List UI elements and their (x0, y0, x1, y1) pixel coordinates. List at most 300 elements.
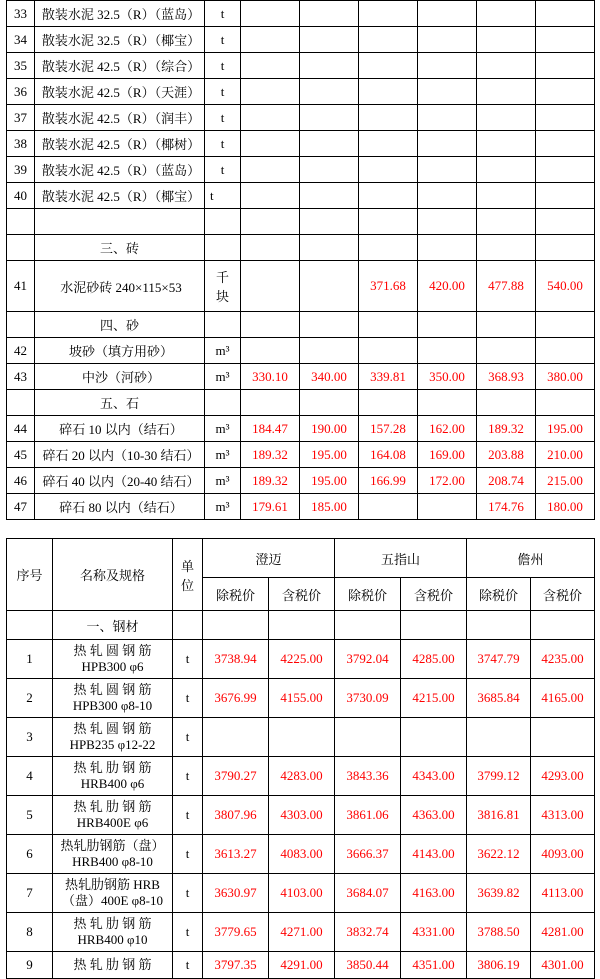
blank-cell (536, 235, 595, 261)
blank-cell (300, 312, 359, 338)
blank-cell (173, 611, 203, 640)
row-no: 43 (7, 364, 35, 390)
row-price: 3806.19 (467, 952, 531, 979)
row-price: 380.00 (536, 364, 595, 390)
row-price (241, 261, 300, 312)
row-price (418, 53, 477, 79)
table-row (7, 718, 595, 757)
row-price (536, 183, 595, 209)
row-price: 4281.00 (531, 913, 595, 952)
row-price: 189.32 (241, 442, 300, 468)
row-no: 40 (7, 183, 35, 209)
row-no: 8 (7, 913, 53, 952)
row-price (359, 1, 418, 27)
row-name (53, 796, 173, 835)
table-header-row (7, 539, 595, 578)
row-name (53, 640, 173, 679)
blank-cell (7, 235, 35, 261)
blank-cell (7, 312, 35, 338)
row-price: 203.88 (477, 442, 536, 468)
row-name: 散装水泥 42.5（R）（椰树） (35, 131, 205, 157)
row-price (536, 79, 595, 105)
row-name (53, 913, 173, 952)
row-name: 坡砂（填方用砂） (35, 338, 205, 364)
table-row (7, 494, 595, 520)
blank-cell (477, 390, 536, 416)
table-gap (6, 520, 594, 538)
table-row (7, 835, 595, 874)
row-no: 9 (7, 952, 53, 979)
row-price (418, 27, 477, 53)
row-no: 6 (7, 835, 53, 874)
row-name-line-1: 热轧肋钢筋 HRB (65, 876, 160, 892)
row-price: 4215.00 (401, 679, 467, 718)
table-upper-body (7, 1, 595, 520)
row-name (53, 679, 173, 718)
category-row-brick (7, 235, 595, 261)
unit-line-1: 千 (215, 270, 229, 285)
row-price (467, 718, 531, 757)
row-price (300, 261, 359, 312)
row-unit (205, 261, 241, 312)
row-price: 164.08 (359, 442, 418, 468)
table-row (7, 183, 595, 209)
row-name-line-2: HRB400 φ8-10 (72, 854, 153, 869)
row-price (401, 718, 467, 757)
table-row (7, 27, 595, 53)
blank-cell (536, 209, 595, 235)
row-price: 4303.00 (269, 796, 335, 835)
row-no: 4 (7, 757, 53, 796)
row-price: 3788.50 (467, 913, 531, 952)
row-price (477, 131, 536, 157)
header-region-chengmai: 澄迈 (203, 539, 335, 578)
row-price (241, 79, 300, 105)
row-price: 174.76 (477, 494, 536, 520)
row-price: 190.00 (300, 416, 359, 442)
row-price: 3747.79 (467, 640, 531, 679)
row-no: 2 (7, 679, 53, 718)
row-unit: m³ (205, 364, 241, 390)
row-name: 水泥砂砖 240×115×53 (35, 261, 205, 312)
row-price (536, 338, 595, 364)
row-name-line-2: HRB400 φ10 (77, 932, 148, 947)
row-price (300, 105, 359, 131)
row-price (300, 338, 359, 364)
blank-cell (241, 235, 300, 261)
row-price: 169.00 (418, 442, 477, 468)
row-no: 37 (7, 105, 35, 131)
row-no: 42 (7, 338, 35, 364)
row-unit: t (173, 835, 203, 874)
row-unit: t (205, 53, 241, 79)
category-row-stone (7, 390, 595, 416)
row-price (418, 105, 477, 131)
blank-cell (536, 312, 595, 338)
blank-cell (359, 209, 418, 235)
blank-cell (401, 611, 467, 640)
row-price: 4235.00 (531, 640, 595, 679)
blank-cell (203, 611, 269, 640)
row-price (335, 718, 401, 757)
blank-cell (7, 611, 53, 640)
table-row (7, 79, 595, 105)
blank-cell (359, 312, 418, 338)
header-unit-line-2: 位 (180, 577, 194, 593)
table-row (7, 53, 595, 79)
row-unit: t (173, 952, 203, 979)
row-price: 210.00 (536, 442, 595, 468)
row-unit: t (173, 874, 203, 913)
row-price (477, 105, 536, 131)
row-price (300, 131, 359, 157)
row-price (241, 27, 300, 53)
row-price: 3685.84 (467, 679, 531, 718)
row-price: 3861.06 (335, 796, 401, 835)
row-price (300, 1, 359, 27)
row-name: 散装水泥 42.5（R）（椰宝） (35, 183, 205, 209)
row-unit: t (205, 157, 241, 183)
row-unit: t (205, 131, 241, 157)
row-no: 5 (7, 796, 53, 835)
table-row (7, 640, 595, 679)
row-price (536, 105, 595, 131)
row-price: 4363.00 (401, 796, 467, 835)
row-price: 3730.09 (335, 679, 401, 718)
row-unit: t (173, 640, 203, 679)
row-price: 3807.96 (203, 796, 269, 835)
row-price (269, 718, 335, 757)
row-name-line-2: HPB235 φ12-22 (69, 737, 156, 752)
row-price (241, 131, 300, 157)
category-row-sand (7, 312, 595, 338)
row-price (359, 494, 418, 520)
row-name-line-1: 热 轧 肋 钢 筋 (73, 798, 152, 814)
row-price: 189.32 (241, 468, 300, 494)
row-price (359, 53, 418, 79)
row-price (477, 338, 536, 364)
row-name-line-1: 热 轧 肋 钢 筋 (73, 759, 152, 775)
row-price (536, 1, 595, 27)
row-unit: t (205, 105, 241, 131)
row-price: 4331.00 (401, 913, 467, 952)
row-name-line-2: （盘）400E φ8-10 (61, 893, 164, 908)
row-unit: m³ (205, 416, 241, 442)
table-row (7, 131, 595, 157)
category-label: 四、砂 (35, 312, 205, 338)
row-price: 185.00 (300, 494, 359, 520)
row-price (418, 494, 477, 520)
row-price: 208.74 (477, 468, 536, 494)
row-name-line-2: HRB400 φ6 (80, 776, 145, 791)
row-price: 350.00 (418, 364, 477, 390)
row-no: 38 (7, 131, 35, 157)
row-price: 166.99 (359, 468, 418, 494)
row-price (241, 105, 300, 131)
row-name: 碎石 40 以内（20-40 结石） (35, 468, 205, 494)
row-price (359, 157, 418, 183)
blank-cell (7, 209, 35, 235)
row-name: 散装水泥 42.5（R）（综合） (35, 53, 205, 79)
row-name-line-1: 热 轧 圆 钢 筋 (73, 681, 152, 697)
row-price (418, 1, 477, 27)
row-price: 4343.00 (401, 757, 467, 796)
row-price (300, 79, 359, 105)
row-price: 195.00 (300, 442, 359, 468)
row-name-line-2: HPB300 φ6 (81, 659, 144, 674)
row-price (241, 53, 300, 79)
blank-cell (335, 611, 401, 640)
row-price: 157.28 (359, 416, 418, 442)
row-no: 33 (7, 1, 35, 27)
row-price: 4351.00 (401, 952, 467, 979)
row-name (53, 718, 173, 757)
table-row (7, 757, 595, 796)
blank-cell (477, 209, 536, 235)
blank-cell (300, 235, 359, 261)
row-price (300, 27, 359, 53)
subheader-price: 含税价 (269, 578, 335, 611)
row-no: 41 (7, 261, 35, 312)
row-name-line-1: 热 轧 圆 钢 筋 (73, 642, 152, 658)
blank-cell (418, 209, 477, 235)
subheader-price: 除税价 (203, 578, 269, 611)
header-region-danzhou: 儋州 (467, 539, 595, 578)
table-row (7, 338, 595, 364)
row-price: 4293.00 (531, 757, 595, 796)
row-unit: m³ (205, 442, 241, 468)
row-price: 368.93 (477, 364, 536, 390)
header-unit-line-1: 单 (180, 558, 194, 574)
row-price (536, 53, 595, 79)
row-name-line-2: HRB400E φ6 (76, 815, 149, 830)
row-price: 3622.12 (467, 835, 531, 874)
row-price (241, 338, 300, 364)
blank-cell (418, 235, 477, 261)
row-price: 4271.00 (269, 913, 335, 952)
row-unit: t (173, 913, 203, 952)
row-unit: m³ (205, 338, 241, 364)
row-price: 195.00 (536, 416, 595, 442)
row-no: 3 (7, 718, 53, 757)
header-no: 序号 (7, 539, 53, 611)
row-price (536, 27, 595, 53)
unit-line-2: 块 (215, 289, 229, 304)
row-price (359, 27, 418, 53)
row-name (53, 952, 173, 979)
blank-cell (205, 209, 241, 235)
row-price (203, 718, 269, 757)
blank-cell (205, 235, 241, 261)
row-unit: m³ (205, 468, 241, 494)
row-price: 4093.00 (531, 835, 595, 874)
blank-cell (359, 390, 418, 416)
table-row (7, 105, 595, 131)
row-name: 碎石 20 以内（10-30 结石） (35, 442, 205, 468)
subheader-price: 含税价 (531, 578, 595, 611)
row-no: 44 (7, 416, 35, 442)
row-price (300, 53, 359, 79)
row-price: 4103.00 (269, 874, 335, 913)
header-unit (173, 539, 203, 611)
row-price: 3613.27 (203, 835, 269, 874)
row-price: 4313.00 (531, 796, 595, 835)
table-row (7, 442, 595, 468)
row-price: 3816.81 (467, 796, 531, 835)
row-price (536, 131, 595, 157)
row-price: 420.00 (418, 261, 477, 312)
row-unit: t (173, 718, 203, 757)
row-price: 4225.00 (269, 640, 335, 679)
blank-cell (35, 209, 205, 235)
row-price (241, 157, 300, 183)
row-name (53, 874, 173, 913)
row-price: 3799.12 (467, 757, 531, 796)
blank-cell (418, 312, 477, 338)
row-unit: t (205, 27, 241, 53)
row-name-line-1: 热 轧 肋 钢 筋 (73, 956, 152, 972)
row-name: 碎石 80 以内（结石） (35, 494, 205, 520)
row-price: 3832.74 (335, 913, 401, 952)
row-price (359, 79, 418, 105)
row-price: 4285.00 (401, 640, 467, 679)
table-row (7, 1, 595, 27)
row-price: 3666.37 (335, 835, 401, 874)
category-row-steel (7, 611, 595, 640)
blank-cell (7, 390, 35, 416)
row-price: 540.00 (536, 261, 595, 312)
row-no: 36 (7, 79, 35, 105)
row-name: 中沙（河砂） (35, 364, 205, 390)
table-row (7, 874, 595, 913)
row-name-line-2: HPB300 φ8-10 (72, 698, 153, 713)
table-row (7, 157, 595, 183)
row-no: 45 (7, 442, 35, 468)
table-row (7, 416, 595, 442)
row-price: 4155.00 (269, 679, 335, 718)
subheader-price: 除税价 (467, 578, 531, 611)
row-price: 3792.04 (335, 640, 401, 679)
row-price: 189.32 (477, 416, 536, 442)
row-no: 7 (7, 874, 53, 913)
row-name: 散装水泥 32.5（R）（椰宝） (35, 27, 205, 53)
row-name (53, 835, 173, 874)
row-price: 3843.36 (335, 757, 401, 796)
row-no: 46 (7, 468, 35, 494)
blank-cell (536, 390, 595, 416)
table-row (7, 796, 595, 835)
category-label: 一、钢材 (53, 611, 173, 640)
row-price (300, 157, 359, 183)
row-price: 3790.27 (203, 757, 269, 796)
row-price: 162.00 (418, 416, 477, 442)
row-name-line-1: 热 轧 圆 钢 筋 (73, 720, 152, 736)
blank-cell (477, 312, 536, 338)
blank-cell (300, 390, 359, 416)
row-price: 184.47 (241, 416, 300, 442)
table-row (7, 364, 595, 390)
header-name: 名称及规格 (53, 539, 173, 611)
row-name: 碎石 10 以内（结石） (35, 416, 205, 442)
row-price: 3779.65 (203, 913, 269, 952)
table-row (7, 952, 595, 979)
row-name: 散装水泥 32.5（R）（蓝岛） (35, 1, 205, 27)
blank-cell (531, 611, 595, 640)
table-row (7, 913, 595, 952)
row-name: 散装水泥 42.5（R）（润丰） (35, 105, 205, 131)
row-price: 4143.00 (401, 835, 467, 874)
category-label: 三、砖 (35, 235, 205, 261)
row-price: 371.68 (359, 261, 418, 312)
row-price (418, 79, 477, 105)
row-price (300, 183, 359, 209)
row-no: 47 (7, 494, 35, 520)
blank-cell (467, 611, 531, 640)
row-price (477, 27, 536, 53)
row-price: 3676.99 (203, 679, 269, 718)
row-price (531, 718, 595, 757)
row-price (418, 131, 477, 157)
blank-cell (241, 390, 300, 416)
subheader-price: 含税价 (401, 578, 467, 611)
row-price (477, 183, 536, 209)
row-price: 330.10 (241, 364, 300, 390)
row-price: 3850.44 (335, 952, 401, 979)
row-price (418, 183, 477, 209)
row-price: 180.00 (536, 494, 595, 520)
row-unit: t (205, 1, 241, 27)
row-unit: m³ (205, 494, 241, 520)
row-no: 39 (7, 157, 35, 183)
row-price: 3797.35 (203, 952, 269, 979)
materials-table-lower (6, 538, 595, 979)
row-price: 3684.07 (335, 874, 401, 913)
row-price (477, 1, 536, 27)
row-unit: t (205, 183, 241, 209)
row-price: 339.81 (359, 364, 418, 390)
blank-cell (418, 390, 477, 416)
row-price: 215.00 (536, 468, 595, 494)
row-name: 散装水泥 42.5（R）（天涯） (35, 79, 205, 105)
blank-cell (241, 312, 300, 338)
row-price (359, 131, 418, 157)
row-price: 3639.82 (467, 874, 531, 913)
row-no: 34 (7, 27, 35, 53)
row-no: 35 (7, 53, 35, 79)
row-price (418, 338, 477, 364)
row-price: 172.00 (418, 468, 477, 494)
row-unit: t (205, 79, 241, 105)
subheader-price: 除税价 (335, 578, 401, 611)
row-price (359, 338, 418, 364)
row-price (477, 157, 536, 183)
table-lower-body (7, 539, 595, 979)
materials-table-upper (6, 0, 595, 520)
table-row (7, 679, 595, 718)
row-no: 1 (7, 640, 53, 679)
row-unit: t (173, 796, 203, 835)
blank-cell (241, 209, 300, 235)
row-name (53, 757, 173, 796)
blank-row (7, 209, 595, 235)
blank-cell (477, 235, 536, 261)
table-row (7, 468, 595, 494)
row-price: 4083.00 (269, 835, 335, 874)
row-unit: t (173, 757, 203, 796)
row-name: 散装水泥 42.5（R）（蓝岛） (35, 157, 205, 183)
row-price (477, 53, 536, 79)
row-price: 195.00 (300, 468, 359, 494)
